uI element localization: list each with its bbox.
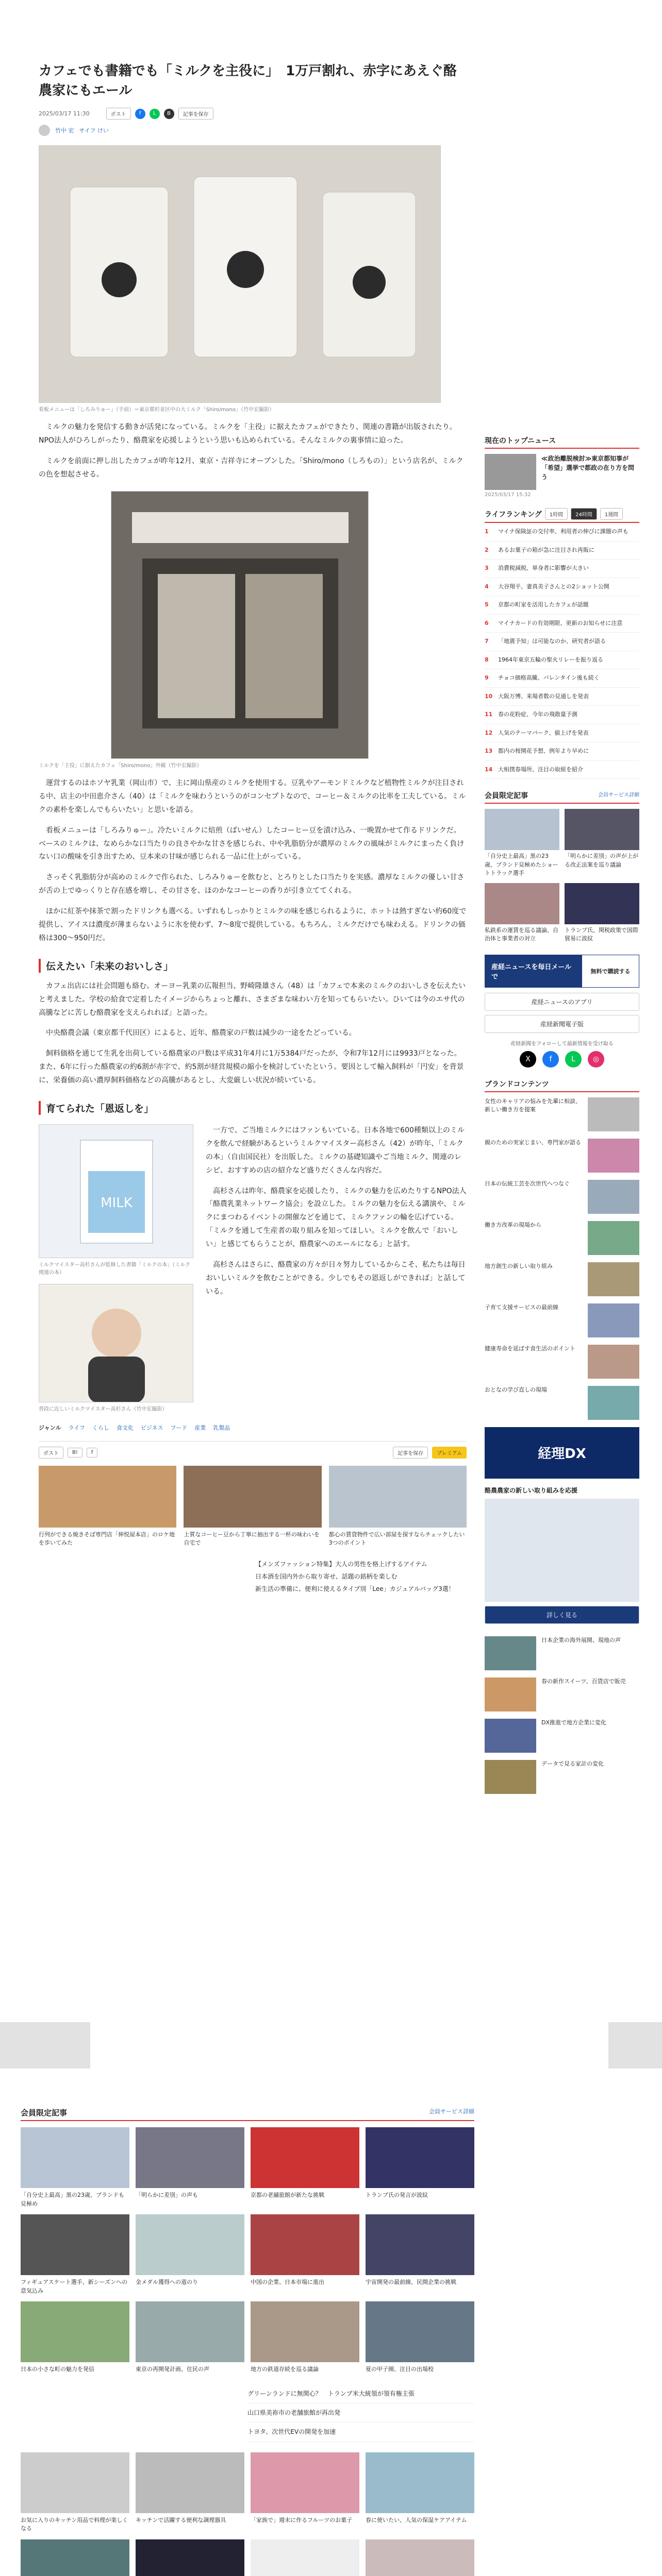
- brand-text: 女性のキャリアの悩みを先輩に相談、新しい働き方を提案: [485, 1097, 581, 1113]
- lower-card[interactable]: [251, 2214, 359, 2295]
- brand-text: 働き方改革の現場から: [485, 1221, 541, 1228]
- rank-number: 7: [485, 638, 489, 645]
- top-news-headline: ≪政治離脱検討≫東京都知事が「希望」選挙で都政の在り方を問う: [541, 455, 635, 481]
- lower-text-link[interactable]: 山口県美祢市の老舗旅館が再出発: [247, 2403, 474, 2422]
- rank-text: あるお菓子の箱が急に注目され再販に: [498, 546, 594, 553]
- ranking-item[interactable]: [485, 669, 639, 688]
- extra-links: [255, 1558, 467, 1595]
- rank-text: 人気のテーマパーク、値上げを発表: [498, 729, 589, 736]
- ranking-item[interactable]: [485, 724, 639, 743]
- extra-link[interactable]: 新生活の準備に、便利に使えるタイプ別「Lee」カジュアルバッグ3選！: [255, 1585, 455, 1592]
- top-news-thumbnail: [485, 454, 536, 490]
- product-thumbnail: [366, 2452, 474, 2513]
- paragraph: 飼料価格を通じて生乳を出荷している酪農家の戸数は平成31年4月に1万5384戸だったが、令和7年12月には9933戸となった。また、6年に行った酪農家の約6割が赤字で、約5割が経営規模の縮小を検討していたという。要因として輸入飼料が「円安」を背景に、栄養価の高い濃厚飼料価格などの高騰があるとし、大変厳しい状況が続いている。: [39, 1049, 464, 1085]
- lower-card-title: 夏の甲子園、注目の出場校: [366, 2366, 434, 2372]
- right-ad-placeholder: [608, 2022, 662, 2069]
- cafe-exterior-illustration: [111, 492, 369, 759]
- lower-card[interactable]: [366, 2127, 474, 2208]
- promo-card[interactable]: [39, 1466, 176, 1548]
- section2-text: [206, 1124, 467, 1413]
- genre-tags: [39, 1423, 467, 1432]
- rank-text: 京都の町家を活用したカフェが話題: [498, 601, 589, 608]
- lower-thumbnail: [21, 2127, 129, 2188]
- lower-card[interactable]: [366, 2214, 474, 2295]
- rank-number: 2: [485, 546, 489, 553]
- brand-item[interactable]: [485, 1221, 639, 1255]
- brand-item[interactable]: [485, 1139, 639, 1173]
- promo-card-title: 行列ができる焼きそば専門店「伸悦屋本店」のロケ地を歩いてみた: [39, 1531, 175, 1547]
- recommend-card[interactable]: [485, 809, 559, 878]
- bottom-thumbnail: [485, 1719, 536, 1753]
- lower-card[interactable]: [136, 2214, 244, 2295]
- rank-text: 大谷翔平、妻真美子さんとの2ショット公開: [498, 583, 609, 590]
- ranking-item[interactable]: [485, 523, 639, 541]
- paragraph: ミルクの魅力を発信する動きが活発になっている。ミルクを「主役」に据えたカフェができたり、関連の書籍が出版されたり。NPO法人がひろしがったり、酪農家を応援しようという思いも込められている。そんなミルクの裏事情に迫った。: [39, 423, 457, 445]
- tag-link[interactable]: 乳製品: [213, 1424, 230, 1431]
- section-heading: 育てられた「恩返しを」: [39, 1101, 467, 1115]
- newsletter-title: 産経ニュースを毎日メールで: [485, 955, 582, 987]
- brand-text: 子育て支援サービスの最前線: [485, 1303, 558, 1311]
- bottom-text: データで見る家計の変化: [541, 1760, 604, 1767]
- promo-card[interactable]: [329, 1466, 467, 1548]
- ranking-item[interactable]: [485, 596, 639, 615]
- article-column: [39, 62, 467, 1595]
- rank-text: マイナ保険証の交付率、利用者の伸びに課題の声も: [498, 528, 628, 535]
- follow-icons: [485, 1051, 639, 1067]
- paragraph: 看板メニューは「しろみりゅー」。冷たいミルクに焙煎（ばいせん）したコーヒー豆を漬け込み、一晩置かせて作るドリンクだ。ベースのミルクは、なめらかな口当たりの良さやかな甘さを感じられ、中や乳脂肪分が濃厚のミルクの風味がミルクにまったく負けない口の酸味を引き出すため、豆本来の甘味が感じられる一品に仕上がっている。: [39, 826, 465, 861]
- share-row: [106, 108, 213, 120]
- brand-list: [485, 1097, 639, 1420]
- lower-thumbnail: [136, 2214, 244, 2275]
- promo-card-title: 上質なコーヒー豆から丁寧に抽出する一杯の味わいを自宅で: [184, 1531, 320, 1547]
- lower-card[interactable]: [251, 2127, 359, 2208]
- lower-text-link[interactable]: グリーンランドに無関心？ トランプ米大統領が領有権主張: [247, 2384, 474, 2403]
- genre-label: ジャンル: [39, 1424, 61, 1431]
- bottom-text: 春の新作スイーツ、百貨店で販売: [541, 1677, 626, 1685]
- newsletter-subscribe-button[interactable]: 無料で購読する: [590, 968, 631, 975]
- lower-card-title: 「明らかに差別」の声も: [136, 2192, 198, 2198]
- photo-milk-drinks: [39, 145, 441, 403]
- author-name-1[interactable]: 竹中 宏: [55, 127, 74, 134]
- ranking-item[interactable]: [485, 742, 639, 761]
- ranking-list: [485, 523, 639, 779]
- rank-text: 春の花粉症、今年の飛散量予測: [498, 711, 577, 718]
- ranking-item[interactable]: [485, 560, 639, 578]
- rank-number: 12: [485, 729, 493, 736]
- brand-thumbnail: [588, 1180, 639, 1214]
- milk-book-illustration: [39, 1125, 193, 1258]
- ranking-item[interactable]: [485, 706, 639, 724]
- brand-item[interactable]: [485, 1345, 639, 1379]
- byline: [39, 125, 467, 136]
- promo-button[interactable]: 詳しく見る: [485, 1606, 639, 1624]
- rank-text: 都内の桜開花予想、例年より早めに: [498, 748, 589, 754]
- author-name-2[interactable]: サイフ けい: [79, 127, 109, 134]
- promo-card-title: 都心の賃貸物件で広い部屋を探すならチェックしたい3つのポイント: [328, 1531, 465, 1547]
- lower-card[interactable]: [136, 2301, 244, 2374]
- recommend-card[interactable]: [565, 883, 639, 943]
- ranking-item[interactable]: [485, 633, 639, 651]
- paragraph: 中央酪農会議（東京都千代田区）によると、近年、酪農家の戸数は減少の一途をたどっている。: [46, 1029, 356, 1038]
- photo-book-cover: [39, 1124, 193, 1258]
- recommend-thumbnail: [485, 809, 559, 850]
- rank-number: 8: [485, 656, 489, 663]
- rank-number: 1: [485, 528, 489, 535]
- bottom-item[interactable]: [485, 1719, 639, 1753]
- product-title: キッチンで活躍する便利な調理器具: [136, 2516, 226, 2523]
- photo1-caption: 看板メニューは「しろみりゅー」（手前）＝東京都杉並区中の大ミルク「Shiro/mono」（竹中宏撮影）: [39, 407, 274, 413]
- promo-image[interactable]: [485, 1499, 639, 1602]
- lower-card-title: フィギュアスケート選手、新シーズンへの意気込み: [21, 2279, 128, 2294]
- lower-card-title: 金メダル獲得への道のり: [136, 2279, 198, 2285]
- product-thumbnail: [366, 2539, 474, 2576]
- product-title: お気に入りのキッチン用品で料理が楽しくなる: [21, 2516, 128, 2532]
- bottom-item[interactable]: [485, 1677, 639, 1711]
- brand-item[interactable]: [485, 1097, 639, 1131]
- product-card[interactable]: [251, 2452, 359, 2533]
- brand-item[interactable]: [485, 1386, 639, 1420]
- rank-number: 5: [485, 601, 489, 608]
- lower-card-title: 京都の老舗旅館が新たな挑戦: [251, 2192, 324, 2198]
- brand-thumbnail: [588, 1221, 639, 1255]
- product-card[interactable]: [366, 2539, 474, 2576]
- post-share-button[interactable]: ポスト: [106, 108, 131, 120]
- product-thumbnail: [136, 2539, 244, 2576]
- lower-thumbnail: [366, 2301, 474, 2362]
- recommend-heading: 会員限定記事: [485, 792, 528, 800]
- recommend-title: 「自分史上最高」黒の23歳、ブランド見極めたショートトラック選手: [485, 853, 558, 876]
- promo-grid: [39, 1466, 467, 1548]
- lower-card-grid: [21, 2127, 474, 2374]
- svg-text:MILK: MILK: [101, 1195, 133, 1211]
- bottom-thumbnail: [485, 1760, 536, 1794]
- recommend-title: トランプ氏、関税政策で国際貿易に波紋: [565, 926, 638, 942]
- recommend-thumbnail: [485, 883, 559, 924]
- instagram-icon[interactable]: ◎: [588, 1051, 604, 1067]
- link-button[interactable]: 産経新聞電子版: [485, 1015, 639, 1033]
- top-news-date: 2025/03/17 15:32: [485, 492, 531, 498]
- recommend-thumbnail: [565, 883, 639, 924]
- ranking-item[interactable]: [485, 615, 639, 633]
- ranking-tab-active[interactable]: 24時間: [571, 508, 597, 520]
- promo-thumbnail: [184, 1466, 321, 1528]
- top-news-item[interactable]: [485, 454, 639, 490]
- ranking-heading: ライフランキング: [485, 510, 542, 519]
- rank-number: 11: [485, 711, 493, 718]
- facebook-share-button[interactable]: f: [87, 1448, 98, 1458]
- bottom-thumbnail: [485, 1677, 536, 1711]
- ad-banner[interactable]: 経理DX: [485, 1427, 639, 1479]
- person-caption: 普段に近しいミルクマイスター高杉さん（竹中宏撮影）: [39, 1406, 168, 1412]
- promo-thumbnail: [39, 1466, 176, 1528]
- product-card[interactable]: [366, 2452, 474, 2533]
- paragraph: さっそく乳脂肪分が高めのミルクで作られた、しろみりゅーを飲むと、とろりとした口当たりを実感。濃厚なミルクの優しい甘さが舌の上でゆっくりと存在感を増し、その甘さを、ほのかなコーヒーの香りが引き立ててくれる。: [39, 873, 465, 895]
- extra-link[interactable]: 【メンズファッション特集】大人の男性を格上げするアイテム: [255, 1560, 427, 1568]
- ranking-tab[interactable]: 1週間: [600, 508, 623, 520]
- lower-thumbnail: [136, 2127, 244, 2188]
- rank-text: マイナカードの有効期限、更新のお知らせに注意: [498, 619, 623, 626]
- lower-thumbnail: [251, 2301, 359, 2362]
- lower-card-title: トランプ氏の発言が波紋: [366, 2192, 428, 2198]
- lower-card-title: 地方の鉄道存続を巡る議論: [251, 2366, 319, 2372]
- paragraph: ほかに紅茶や抹茶で割ったドリンクも選べる。いずれもしっかりとミルクの味を感じられるように、ホットは熱すぎない約60度で提供し、アイスは濃度が薄まらないように氷を使わず、7〜8度で提供している。もちろん、ミルクだけでも味わえる。ドリンクの価格は300〜950円だ。: [39, 907, 467, 942]
- rank-text: 「地震予知」は可能なのか、研究者が語る: [498, 638, 606, 645]
- section-heading: 伝えたい「未来のおいしさ」: [39, 959, 467, 973]
- bottom-share-row: [39, 1441, 467, 1459]
- meta-row: [39, 108, 467, 120]
- lower-card[interactable]: [366, 2301, 474, 2374]
- brand-thumbnail: [588, 1345, 639, 1379]
- lower-card[interactable]: [136, 2127, 244, 2208]
- lower-heading: 会員限定記事: [21, 2108, 68, 2117]
- paragraph: 一方で、ご当地ミルクにはファンもいている。日本各地で600種類以上のミルクを飲んで経験があるというミルクマイスター高杉さん（42）が昨年、「ミルクの本」（自由国民社）を出版した。ミルクの基礎知識やご当地ミルク、関連のレシピ、おすすめの店の紹介など盛りだくさんな内容だ。: [206, 1126, 465, 1175]
- book-caption: ミルクマイスター高杉さんが監修した書籍「ミルクの本」（ミルク関連の本）: [39, 1262, 191, 1276]
- lower-card-title: 「自分史上最高」黒の23歳、ブランドも見極め: [21, 2192, 124, 2207]
- bottom-item[interactable]: [485, 1760, 639, 1794]
- post-share-button[interactable]: ポスト: [39, 1447, 63, 1459]
- newsletter-box: [485, 955, 639, 988]
- lower-thumbnail: [21, 2301, 129, 2362]
- product-thumbnail: [251, 2539, 359, 2576]
- brand-thumbnail: [588, 1097, 639, 1131]
- top-news-heading: 現在のトップニュース: [485, 435, 639, 449]
- bottom-text: 日本企業の海外展開、現地の声: [541, 1636, 621, 1643]
- brand-text: おとなの学び直しの現場: [485, 1386, 547, 1393]
- bottom-thumbnail: [485, 1636, 536, 1670]
- lower-thumbnail: [21, 2214, 129, 2275]
- product-thumbnail: [251, 2452, 359, 2513]
- paragraph: 運営するのはホソヤ乳業（岡山市）で、主に岡山県産のミルクを使用する。豆乳やアーモンドミルクなど植物性ミルクが注目される中、店主の中田恵介さん（40）は「ミルクを味わうというのがコンセプトなので、コーヒー＆ミルクの比率を工夫している。ミルクの素朴を楽しんでもらいたい」と思いを語る。: [39, 778, 466, 814]
- rank-number: 4: [485, 583, 489, 590]
- recommend-thumbnail: [565, 809, 639, 850]
- rank-number: 3: [485, 565, 489, 571]
- lower-card[interactable]: [21, 2127, 129, 2208]
- product-title: 「家族で」週末に作るフルーツのお菓子: [251, 2516, 353, 2523]
- rank-number: 13: [485, 748, 493, 754]
- lower-more-link[interactable]: 会員サービス詳細: [429, 2108, 474, 2115]
- lower-card-title: 中国の企業、日本市場に進出: [251, 2279, 324, 2285]
- lower-header: [21, 2107, 474, 2121]
- app-button[interactable]: 産経ニュースのアプリ: [485, 993, 639, 1011]
- product-card[interactable]: [136, 2539, 244, 2576]
- bottom-item[interactable]: [485, 1636, 639, 1670]
- product-card[interactable]: [21, 2452, 129, 2533]
- rank-text: 消費税減税、単身者に影響が大きい: [498, 565, 589, 571]
- product-thumbnail: [136, 2452, 244, 2513]
- follow-label: 産経新聞をフォローして最新情報を受け取る: [510, 1041, 614, 1047]
- article-date: 2025/03/17 11:30: [39, 110, 90, 117]
- promo-thumbnail: [329, 1466, 467, 1528]
- brand-text: 健康寿命を延ばす食生活のポイント: [485, 1345, 575, 1352]
- bottom-text: DX推進で地方企業に変化: [541, 1719, 607, 1726]
- lower-text-links: [247, 2384, 474, 2442]
- bottom-list: [485, 1636, 639, 1794]
- ranking-item[interactable]: [485, 578, 639, 597]
- rank-number: 14: [485, 766, 493, 773]
- section2-images: [39, 1124, 193, 1413]
- lower-thumbnail: [366, 2127, 474, 2188]
- ranking-item[interactable]: [485, 541, 639, 560]
- author-avatar: [39, 125, 50, 136]
- recommend-card[interactable]: [485, 883, 559, 943]
- line-icon[interactable]: L: [150, 109, 160, 119]
- lower-section: [21, 2107, 474, 2576]
- tag-link[interactable]: 食文化: [116, 1424, 134, 1431]
- brand-item[interactable]: [485, 1303, 639, 1337]
- hatena-share-button[interactable]: B!: [68, 1448, 82, 1458]
- product-card[interactable]: [251, 2539, 359, 2576]
- ranking-tab[interactable]: 1時間: [545, 508, 568, 520]
- recommend-header: [485, 790, 639, 804]
- premium-badge: プレミアム: [432, 1447, 467, 1459]
- save-article-button[interactable]: 記事を保存: [178, 108, 213, 120]
- promo-title: 酪農農家の新しい取り組みを応援: [485, 1486, 578, 1494]
- recommend-grid: [485, 809, 639, 943]
- x-icon[interactable]: X: [520, 1051, 536, 1067]
- brand-heading: ブランドコンテンツ: [485, 1079, 639, 1092]
- lower-thumbnail: [251, 2214, 359, 2275]
- brand-thumbnail: [588, 1386, 639, 1420]
- tag-link[interactable]: ビジネス: [140, 1424, 163, 1431]
- facebook-icon[interactable]: f: [135, 109, 145, 119]
- left-ad-placeholder: [0, 2022, 90, 2069]
- paragraph: 高杉さんは昨年、酪農家を応援したり、ミルクの魅力を広めたりするNPO法人「酪農乳業ネットワーク協会」を設立した。ミルクの魅力を伝える講演や、ミルクにまつわるイベントの開催などを通じて、ミルクファンの輪を広げている。「ミルクを通して生産者の取り組みを知ってほしい。ミルクを飲んで「おいしい」と感じてもらうことが、酪農家へのエールになる」と話す。: [206, 1187, 467, 1249]
- facebook-icon[interactable]: f: [542, 1051, 559, 1067]
- tag-link[interactable]: くらし: [92, 1424, 109, 1431]
- rank-number: 9: [485, 674, 489, 681]
- photo-cafe-exterior: [111, 491, 369, 759]
- product-title: 春に使いたい、人気の保湿ケアアイテム: [366, 2516, 467, 2523]
- article-title: カフェでも書籍でも「ミルクを主役に」 1万戸割れ、赤字にあえぐ酪農家にもエール: [39, 63, 457, 98]
- lower-card-title: 日本の小さな町の魅力を発信: [21, 2366, 94, 2372]
- rank-text: 大相撲春場所、注目の取組を紹介: [498, 766, 583, 773]
- brand-thumbnail: [588, 1303, 639, 1337]
- photo2-caption: ミルクを「主役」に据えたカフェ「Shiro/mono」外観（竹中宏撮影）: [39, 762, 202, 769]
- section2-content: [39, 1124, 467, 1413]
- brand-thumbnail: [588, 1262, 639, 1296]
- recommend-card[interactable]: [565, 809, 639, 878]
- rank-text: 1964年東京五輪の聖火リレーを振り返る: [498, 656, 603, 663]
- sidebar: [485, 435, 639, 1801]
- line-icon[interactable]: L: [565, 1051, 582, 1067]
- rank-number: 6: [485, 619, 489, 626]
- rank-number: 10: [485, 692, 493, 700]
- rank-text: 大阪万博、来場者数の見通しを発表: [498, 692, 589, 700]
- tag-link[interactable]: 産業: [194, 1424, 206, 1431]
- recommend-title: 私鉄系の運賃を巡る議論、自治体と事業者の対立: [485, 926, 558, 942]
- ranking-item[interactable]: [485, 688, 639, 706]
- brand-text: 親のための実家じまい、専門家が語る: [485, 1139, 581, 1146]
- lower-text-link[interactable]: トヨタ、次世代EVの開発を加速: [247, 2422, 474, 2442]
- save-article-button[interactable]: 記事を保存: [393, 1447, 428, 1459]
- tag-link[interactable]: フード: [170, 1424, 188, 1431]
- brand-text: 日本の伝統工芸を次世代へつなぐ: [485, 1180, 570, 1187]
- extra-link[interactable]: 日本酒を国内外から取り寄せ、話題の銘柄を楽しむ: [255, 1572, 398, 1580]
- product-thumbnail: [21, 2452, 129, 2513]
- paragraph: 高杉さんはさらに、酪農家の方々が日々努力しているからこそ、私たちは毎日おいしいミルクを飲むことができる。少しでもその恩返しができれば」と話している。: [206, 1260, 466, 1296]
- lower-thumbnail: [136, 2301, 244, 2362]
- ranking-item[interactable]: [485, 651, 639, 670]
- milk-cups-illustration: [39, 146, 441, 403]
- brand-item[interactable]: [485, 1262, 639, 1296]
- lower-card-title: 宇宙開発の最前線、民間企業の挑戦: [366, 2279, 456, 2285]
- rank-text: チョコ価格高騰、バレンタイン後も続く: [498, 674, 600, 681]
- brand-text: 地方創生の新しい取り組み: [485, 1262, 553, 1269]
- photo-person: [39, 1284, 193, 1402]
- product-card[interactable]: [136, 2452, 244, 2533]
- lower-card[interactable]: [21, 2214, 129, 2295]
- lower-thumbnail: [366, 2214, 474, 2275]
- ranking-header: [485, 508, 639, 523]
- promo-card[interactable]: [184, 1466, 321, 1548]
- lower-card[interactable]: [21, 2301, 129, 2374]
- brand-item[interactable]: [485, 1180, 639, 1214]
- ranking-item[interactable]: [485, 761, 639, 779]
- paragraph: ミルクを前面に押し出したカフェが昨年12月、東京・吉祥寺にオープンした。「Shiro/mono（しろもの）」という店名が、ミルクの色を想起させる。: [39, 457, 464, 479]
- paragraph: カフェ出店には社会問題も絡む。オーヨー乳業の広報担当、野崎隆雄さん（48）は「カフェで本来のミルクのおいしさを伝えたいと考えました。学校の給食で定着したイメージからちょっと離れ、さまざまな味わい方を知ってもらいたい。ひいては今のエサ代の高騰などに苦しむ酪農家を支えられれば」と語った。: [39, 981, 466, 1017]
- product-grid: [21, 2452, 474, 2576]
- lower-thumbnail: [251, 2127, 359, 2188]
- tag-link[interactable]: ライフ: [68, 1424, 85, 1431]
- brand-thumbnail: [588, 1139, 639, 1173]
- recommend-more-link[interactable]: 会員サービス詳細: [598, 792, 639, 798]
- lower-card[interactable]: [251, 2301, 359, 2374]
- bookmark-icon[interactable]: B: [164, 109, 174, 119]
- recommend-title: 「明らかに差別」の声が上がる改正法案を巡り議論: [565, 853, 638, 868]
- product-thumbnail: [21, 2539, 129, 2576]
- product-card[interactable]: [21, 2539, 129, 2576]
- lower-card-title: 東京の再開発計画、住民の声: [136, 2366, 209, 2372]
- person-illustration: [39, 1284, 193, 1402]
